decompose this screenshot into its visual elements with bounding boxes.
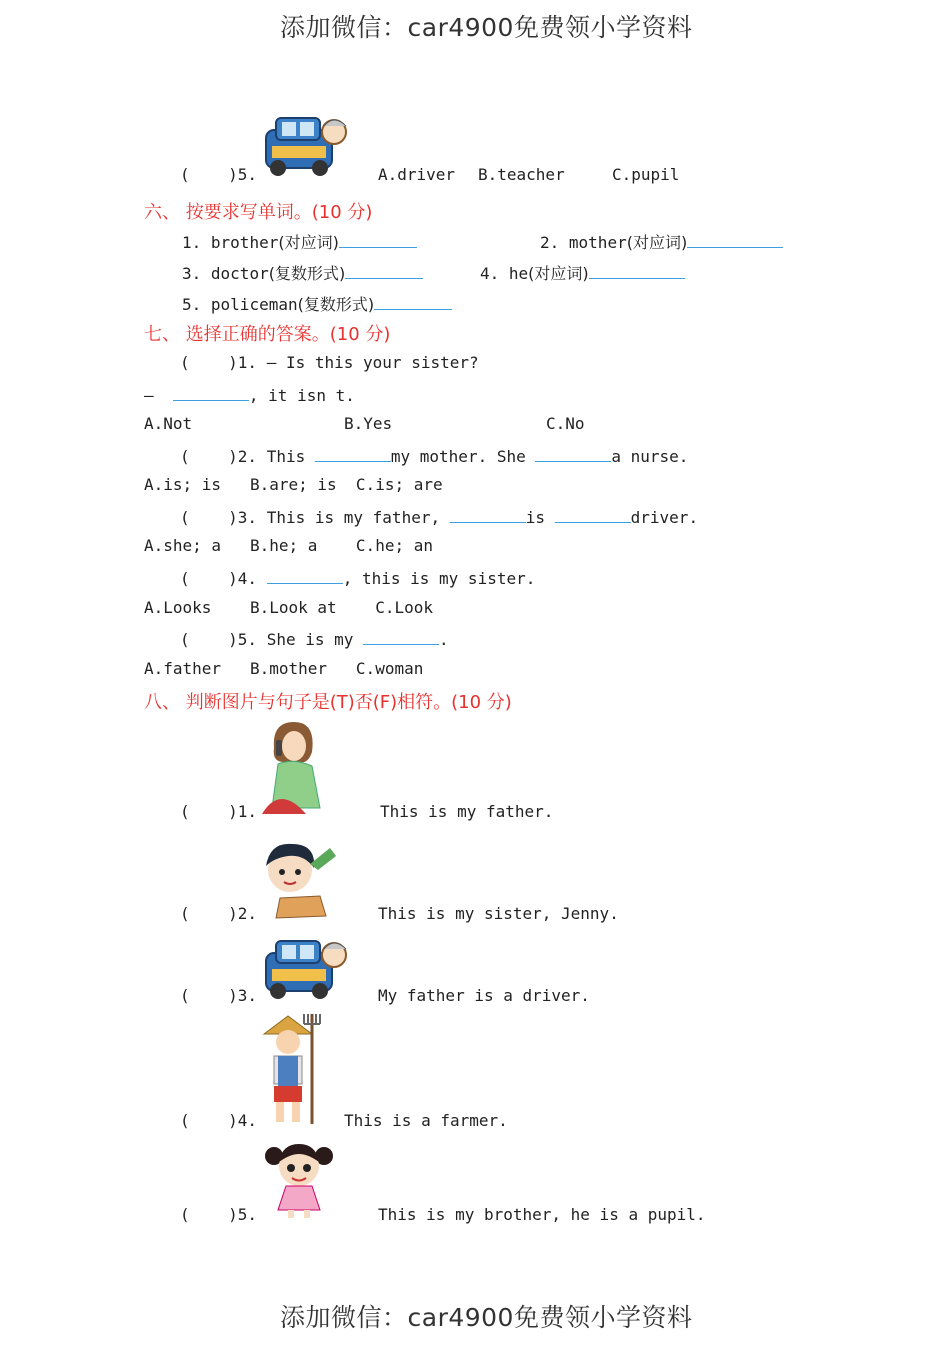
- s8-item-3-number: ( )3.: [180, 986, 258, 1005]
- s8-item-5-text: This is my brother, he is a pupil.: [378, 1205, 706, 1224]
- s7-q5-blank[interactable]: [363, 628, 439, 645]
- s6-item-2: 2. mother(对应词): [540, 230, 783, 253]
- s6-item-4: 4. he(对应词): [480, 261, 685, 284]
- s7-q1-option-a: A.Not: [144, 414, 193, 433]
- s7-q5: ( )5. She is my .: [180, 630, 449, 649]
- s8-item-1-number: ( )1.: [180, 802, 258, 821]
- s7-q2: ( )2. This my mother. She a nurse.: [180, 447, 689, 466]
- section-7-title: 七、 选择正确的答案。(10 分): [144, 324, 391, 345]
- girl-image: [262, 1140, 336, 1220]
- s7-q3: ( )3. This is my father, is driver.: [180, 508, 699, 527]
- mother-phone-image: [260, 718, 328, 818]
- q-top-option-c: C.pupil: [612, 165, 680, 184]
- s7-q1-line1: ( )1. — Is this your sister?: [180, 353, 479, 372]
- s7-q1-option-b: B.Yes: [344, 414, 393, 433]
- q-top-option-b: B.teacher: [478, 165, 565, 184]
- car-driver-image-2: [258, 935, 353, 1005]
- s7-q3-blank-1[interactable]: [450, 506, 526, 523]
- car-driver-image: [258, 112, 353, 182]
- section-6-title: 六、 按要求写单词。(10 分): [144, 202, 373, 223]
- header-banner: 添加微信：car4900免费领小学资料: [280, 13, 693, 42]
- s8-item-2-text: This is my sister, Jenny.: [378, 904, 619, 923]
- s7-q4-blank[interactable]: [267, 567, 343, 584]
- s8-item-4-text: This is a farmer.: [344, 1111, 508, 1130]
- s7-q2-blank-1[interactable]: [315, 445, 391, 462]
- s6-blank-4[interactable]: [589, 262, 685, 279]
- s7-q3-blank-2[interactable]: [555, 506, 631, 523]
- s7-q4: ( )4. , this is my sister.: [180, 569, 536, 588]
- s7-q3-options: A.she; a B.he; a C.he; an: [144, 536, 433, 555]
- s8-item-4-number: ( )4.: [180, 1111, 258, 1130]
- s7-q5-options: A.father B.mother C.woman: [144, 659, 424, 678]
- s7-q1-blank[interactable]: [173, 384, 249, 401]
- s7-q4-options: A.Looks B.Look at C.Look: [144, 598, 433, 617]
- s8-item-3-text: My father is a driver.: [378, 986, 590, 1005]
- s6-blank-5[interactable]: [374, 293, 452, 310]
- farmer-image: [258, 1012, 324, 1130]
- s6-item-5: 5. policeman(复数形式): [182, 292, 452, 315]
- s6-item-3: 3. doctor(复数形式): [182, 261, 423, 284]
- s6-blank-2[interactable]: [687, 231, 783, 248]
- s6-item-1: 1. brother(对应词): [182, 230, 417, 253]
- q-top-option-a: A.driver: [378, 165, 456, 184]
- child-reading-image: [260, 840, 342, 922]
- s7-q2-options: A.is; is B.are; is C.is; are: [144, 475, 443, 494]
- s6-blank-1[interactable]: [339, 231, 417, 248]
- footer-banner: 添加微信：car4900免费领小学资料: [280, 1303, 693, 1332]
- q-top-number: ( )5.: [180, 165, 258, 184]
- s8-item-5-number: ( )5.: [180, 1205, 258, 1224]
- s8-item-1-text: This is my father.: [380, 802, 554, 821]
- section-8-title: 八、 判断图片与句子是(T)否(F)相符。(10 分): [144, 692, 512, 713]
- s7-q1-line2: — , it isn t.: [144, 386, 355, 405]
- s8-item-2-number: ( )2.: [180, 904, 258, 923]
- s6-blank-3[interactable]: [345, 262, 423, 279]
- s7-q2-blank-2[interactable]: [535, 445, 611, 462]
- s7-q1-option-c: C.No: [546, 414, 585, 433]
